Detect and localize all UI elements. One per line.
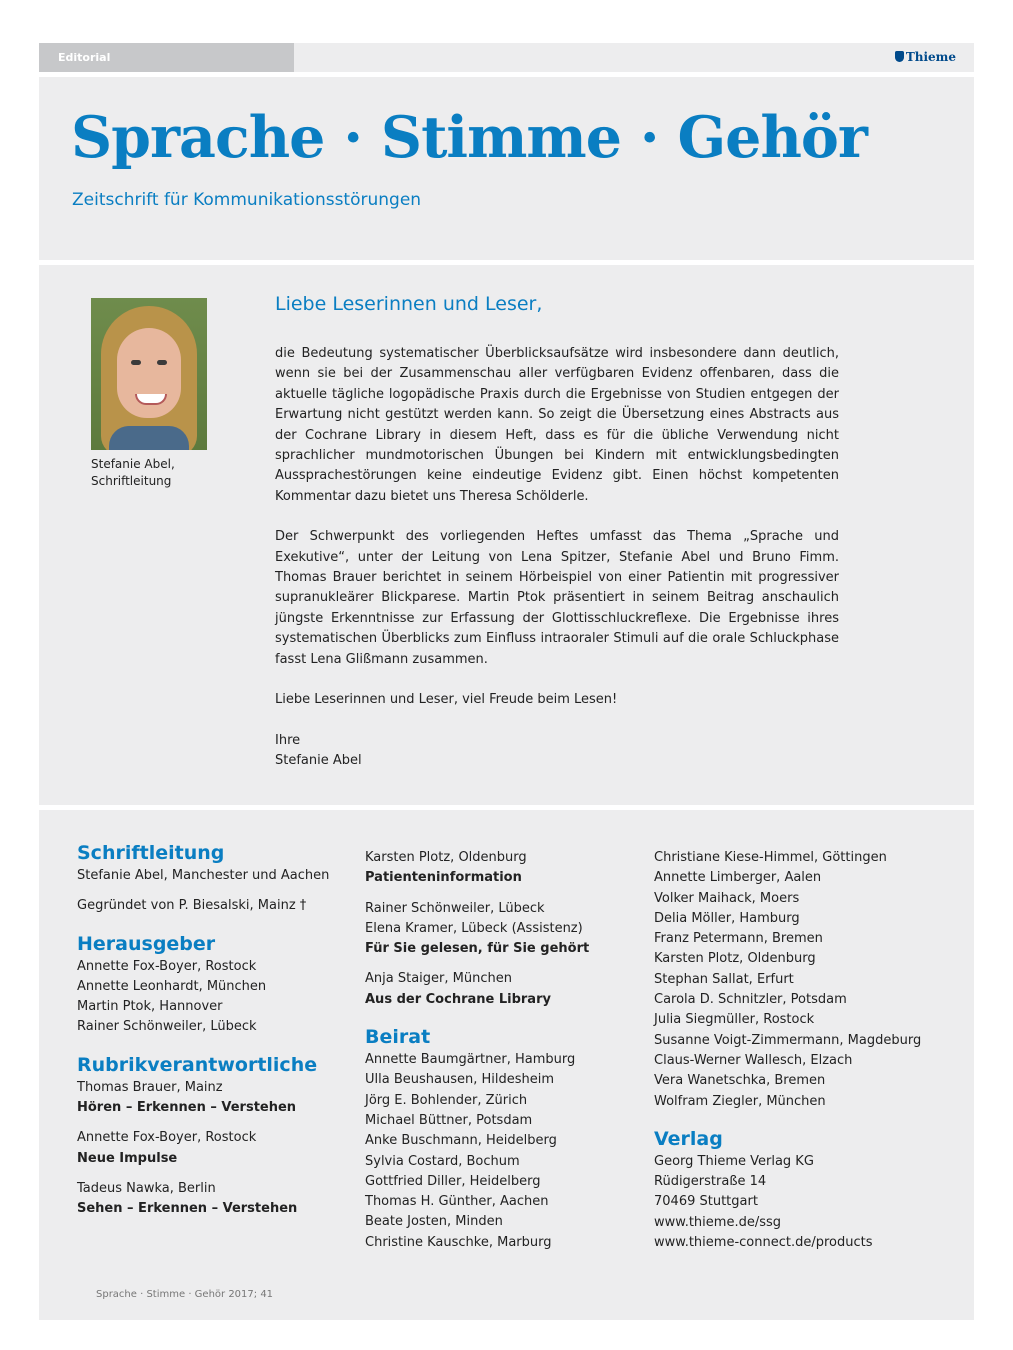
journal-subtitle: Zeitschrift für Kommunikationsstörungen (72, 190, 422, 210)
rubric-title: Für Sie gelesen, für Sie gehört (365, 941, 590, 957)
list-item: Sylvia Costard, Bochum (365, 1153, 520, 1169)
list-item: Thomas Brauer, Mainz (77, 1079, 223, 1095)
masthead-column-3 (654, 848, 934, 1253)
heading-schriftleitung: Schriftleitung (77, 842, 225, 864)
journal-title: Sprache · Stimme · Gehör (71, 104, 867, 171)
list-item: Tadeus Nawka, Berlin (77, 1180, 216, 1196)
list-item: Claus-Werner Wallesch, Elzach (654, 1052, 853, 1068)
list-item: Annette Leonhardt, München (77, 978, 267, 994)
rubric-title: Hören – Erkennen – Verstehen (77, 1100, 297, 1116)
rubric-title: Neue Impulse (77, 1150, 178, 1166)
publisher-link[interactable]: www.thieme.de/ssg (654, 1214, 782, 1230)
masthead-column-2 (365, 848, 645, 1253)
list-item: Christiane Kiese-Himmel, Göttingen (654, 850, 887, 865)
crest-icon (895, 51, 904, 62)
masthead-column-1 (77, 840, 357, 1220)
list-item: Annette Fox-Boyer, Rostock (77, 1130, 257, 1146)
list-item: Anke Buschmann, Heidelberg (365, 1133, 557, 1149)
list-item: Delia Möller, Hamburg (654, 910, 800, 926)
list-item: Michael Büttner, Potsdam (365, 1112, 533, 1128)
editorial-body (275, 344, 839, 771)
list-item: Jörg E. Bohlender, Zürich (365, 1092, 528, 1108)
editorial-section (39, 265, 974, 805)
list-item: Franz Petermann, Bremen (654, 931, 823, 947)
list-item: Wolfram Ziegler, München (654, 1093, 826, 1109)
list-item: Annette Limberger, Aalen (654, 870, 822, 886)
founded-note: Gegründet von P. Biesalski, Mainz † (77, 898, 307, 914)
editorial-paragraph: Der Schwerpunkt des vorliegenden Heftes umfasst das Thema „Sprache und Exekutive“, unter der Leitung von Lena Spitzer, Stefanie Abel und Bruno Fimm. Thomas Brauer berichtet in seinem Hörbeispiel von einer Patientin mit progressiver supranukleärer Blickparese. Martin Ptok präsentiert in seinem Beitrag anschaulich jüngste Erkenntnisse zur Erfassung der Glottisschluckreflexe. Die Ergebnisse ihres systematischen Überblicks zum Einfluss intraoraler Stimuli auf die orale Schluckphase fasst Lena Glißmann zusammen. (275, 529, 839, 667)
list-item: Susanne Voigt-Zimmermann, Magdeburg (654, 1032, 922, 1048)
list-item: 70469 Stuttgart (654, 1194, 758, 1210)
list-item: Anja Staiger, München (365, 971, 512, 987)
list-item: Rainer Schönweiler, Lübeck (365, 900, 545, 916)
publisher-logo (895, 43, 956, 72)
publisher-logo-text: Thieme (905, 50, 956, 64)
list-item: Annette Fox-Boyer, Rostock (77, 958, 257, 974)
list-item: Thomas H. Günther, Aachen (365, 1194, 549, 1210)
top-bar (39, 43, 974, 72)
rubric-title: Aus der Cochrane Library (365, 991, 551, 1007)
list-item: Karsten Plotz, Oldenburg (365, 850, 527, 865)
list-item: Christine Kauschke, Marburg (365, 1234, 552, 1250)
publisher-link[interactable]: www.thieme-connect.de/products (654, 1235, 873, 1251)
signature-name: Stefanie Abel (275, 752, 362, 768)
list-item: Elena Kramer, Lübeck (Assistenz) (365, 920, 583, 936)
editorial-paragraph: die Bedeutung systematischer Überblicksaufsätze wird insbesondere dann deutlich, wenn sie bei der Zusammenschau aller verfügbaren Evidenz offenbaren, dass die aktuelle tägliche logopädische Praxis durch die Ergebnisse von Studien entgegen der Erwartung nicht gestützt werden kann. So zeigt die Übersetzung eines Abstracts aus der Cochrane Library in diesem Heft, dass es für die übliche Verwendung nicht sprachlicher mundmotorischen Übungen bei Kindern mit entwicklungsbedingten Aussprachestörungen keine eindeutige Evidenz gibt. Einen höchst kompetenten Kommentar dazu bietet uns Theresa Schölderle. (275, 346, 839, 504)
list-item: Ulla Beushausen, Hildesheim (365, 1072, 555, 1088)
list-item: Beate Josten, Minden (365, 1214, 503, 1230)
author-photo (91, 298, 207, 450)
editorial-paragraph: Liebe Leserinnen und Leser, viel Freude beim Lesen! (275, 692, 618, 708)
rubric-title: Patienteninformation (365, 870, 522, 886)
list-item: Rainer Schönweiler, Lübeck (77, 1019, 257, 1035)
list-item: Vera Wanetschka, Bremen (654, 1073, 826, 1089)
list-item: Julia Siegmüller, Rostock (654, 1012, 815, 1028)
list-item: Martin Ptok, Hannover (77, 999, 223, 1015)
list-item: Karsten Plotz, Oldenburg (654, 951, 816, 967)
list-item: Carola D. Schnitzler, Potsdam (654, 992, 847, 1008)
masthead-section (39, 810, 974, 1320)
list-item: Gottfried Diller, Heidelberg (365, 1173, 541, 1189)
signature-line: Ihre (275, 732, 301, 748)
heading-herausgeber: Herausgeber (77, 932, 216, 955)
list-item: Stephan Sallat, Erfurt (654, 971, 794, 987)
heading-verlag: Verlag (654, 1127, 723, 1150)
rubric-title: Sehen – Erkennen – Verstehen (77, 1201, 298, 1217)
list-item: Stefanie Abel, Manchester und Aachen (77, 868, 330, 883)
footer-citation: Sprache · Stimme · Gehör 2017; 41 (96, 1289, 274, 1300)
heading-beirat: Beirat (365, 1026, 431, 1049)
caption-line: Stefanie Abel, (91, 457, 175, 471)
list-item: Rüdigerstraße 14 (654, 1174, 767, 1190)
editorial-greeting: Liebe Leserinnen und Leser, (275, 293, 543, 315)
journal-header (39, 77, 974, 260)
photo-caption (91, 456, 175, 490)
section-label: Editorial (39, 43, 294, 72)
caption-line: Schriftleitung (91, 474, 172, 488)
list-item: Volker Maihack, Moers (654, 890, 800, 906)
list-item: Annette Baumgärtner, Hamburg (365, 1052, 576, 1068)
heading-rubrikverantwortliche: Rubrikverantwortliche (77, 1053, 318, 1076)
list-item: Georg Thieme Verlag KG (654, 1153, 814, 1169)
